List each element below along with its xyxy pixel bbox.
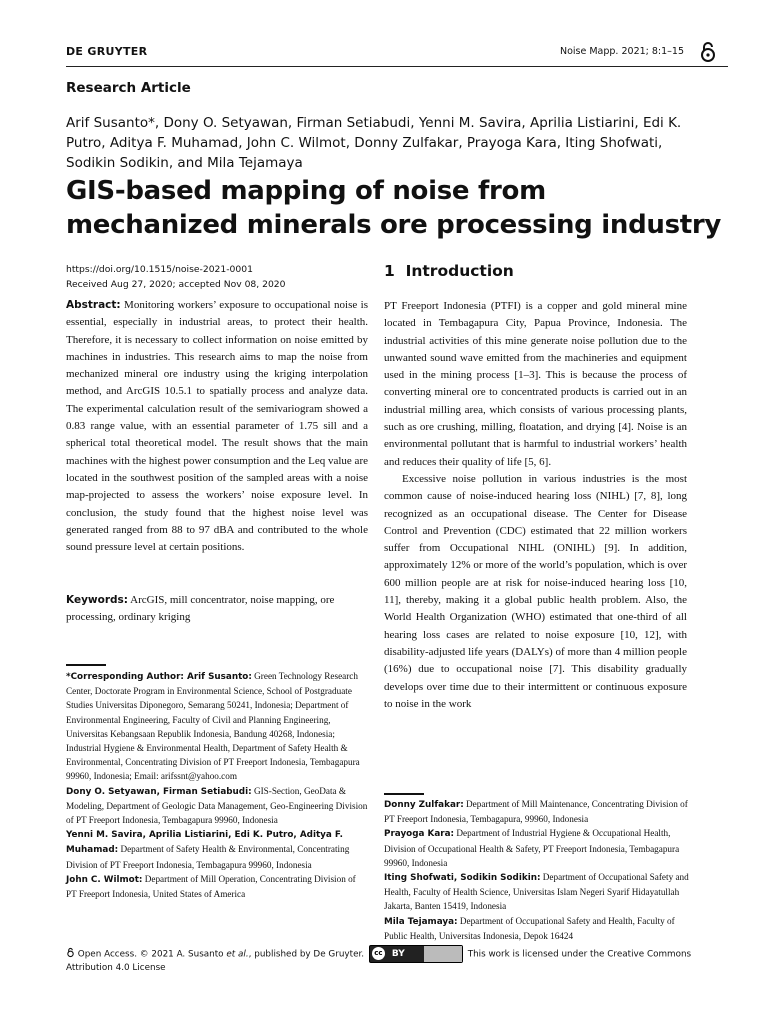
- footnote-affiliation-2: [66, 784, 368, 828]
- abstract-text: Monitoring workers’ exposure to occupational noise is essential, especially in industrial areas, to protect their health. Therefore, it is necessary to collect information on noise emitted by machines in industries. This research aims to map the noise from mechanized mineral ore industry using the kriging interpolation method, and ArcGIS 10.5.1 to spatially process and analyze data. The experimental calculation result of the semivariogram showed a 0.83 range value, with an essential parameter of 1.75 sill and a spherical total theoretical model. The result shows that the main machines with the highest power consumption and the Leq value are located in the southwest position of the sampled areas with a noise map-projected to assess the workers’ noise exposure level. In conclusion, the study found that the highest noise level was generated ranged from 88 to 97 dBA and contributed to the whole sound pressure level at certain positions.: [66, 299, 368, 554]
- abstract: [66, 297, 368, 556]
- license-et-al: et al.: [226, 949, 249, 960]
- footnote-affiliation: Department of Occupational Safety and Health, Faculty of Public Health, Universitas Indonesia, Depok 16424: [384, 915, 675, 941]
- keywords: [66, 592, 368, 627]
- keywords-label: Keywords:: [66, 594, 128, 606]
- header-divider: [66, 66, 728, 67]
- article-type: Research Article: [66, 80, 191, 96]
- doi-link[interactable]: https://doi.org/10.1515/noise-2021-0001: [66, 264, 253, 275]
- footnote-affiliation-7: [384, 870, 689, 914]
- footnote-author-name: John C. Wilmot:: [66, 874, 143, 885]
- footnote-corresponding-author: [66, 669, 368, 784]
- footnotes-left: [66, 669, 368, 901]
- intro-paragraph-1: PT Freeport Indonesia (PTFI) is a copper and gold mineral mine located in Tembagapura City, Papua Province, Indonesia. The industrial activities of this mine generate noise pollution due to the unwanted sound wave emitted from the machineries and equipment used in the mining process [1–3]. This is because the process of converting mineral ore to concentrated products is carried out in an industrial milling area, which consists of various processing plants, such as ore crushing, milling, floatation, and drying [4]. Noise is an environmental pollutant that is harmful to industrial workers’ health and reduces their quality of life [5, 6].: [384, 300, 687, 468]
- footnote-affiliation: Department of Industrial Hygiene & Occupational Health, Division of Occupational Health & Safety, PT Freeport Indonesia, Tembagapura 99960, Indonesia: [384, 828, 680, 868]
- author-list: Arif Susanto*, Dony O. Setyawan, Firman Setiabudi, Yenni M. Savira, Aprilia Listiarini, Edi K. Putro, Aditya F. Muhamad, John C. Wilmot, Donny Zulfakar, Prayoga Kara, Iting Shofwati, Sodikin Sodikin, and Mila Tejamaya: [66, 115, 682, 171]
- footnote-affiliation-3: [66, 827, 368, 872]
- article-title: GIS-based mapping of noise from mechanized minerals ore processing industry: [66, 176, 722, 240]
- footnote-affiliation: Department of Mill Operation, Concentrating Division of PT Freeport Indonesia, United States of America: [66, 873, 356, 900]
- footnote-affiliation-4: [66, 872, 368, 901]
- by-label: BY: [391, 949, 405, 959]
- abstract-label: Abstract:: [66, 299, 121, 311]
- footnote-affiliation-5: [384, 797, 689, 826]
- footnote-author-name: *Corresponding Author: Arif Susanto:: [66, 672, 252, 682]
- article-meta: [66, 262, 286, 292]
- footnote-author-name: Prayoga Kara:: [384, 829, 455, 840]
- footnotes-right: [384, 797, 689, 943]
- journal-reference: Noise Mapp. 2021; 8:1–15: [559, 46, 684, 57]
- intro-paragraph-2: Excessive noise pollution in various industries is the most common cause of noise-induced hearing loss (NIHL) [7, 8], long recognized as an occupational disease. The Center for Disease Control and Prevention (CDC) estimated that 22 million workers suffer from Occupational NIHL (ONIHL) [9]. In addition, approximately 12% or more of the world’s population, which is over 600 million people are at risk for noise-induced hearing loss [10, 11], thereby, making it a global public health problem. Also, the World Health Organization (WHO) estimated that one-third of all hearing loss cases are related to noise exposure [10, 12], with disability-adjusted life years (DALYs) of more than 4 million people (16%) due to occupational noise [7]. This disability gradually develops over time due to their intermittent or continuous exposure to noise in the work: [384, 472, 687, 710]
- section-title: Introduction: [405, 262, 514, 280]
- license-publisher: , published by De Gruyter.: [248, 949, 365, 960]
- footnote-divider-right: [384, 793, 424, 795]
- received-accepted-dates: Received Aug 27, 2020; accepted Nov 08, 2020: [66, 279, 286, 290]
- footnote-author-name: Iting Shofwati, Sodikin Sodikin:: [384, 873, 541, 884]
- cc-icon: cc: [372, 947, 385, 960]
- license-text: This work is licensed under the Creative Commons Attribution 4.0 License: [66, 949, 692, 973]
- publisher-name: DE GRUYTER: [66, 45, 148, 58]
- section-number: 1: [384, 262, 395, 280]
- footnote-affiliation-6: [384, 826, 689, 870]
- footnote-affiliation: Green Technology Research Center, Doctorate Program in Environmental Science, School of Postgraduate Studies Universitas Diponegoro, Semarang 50241, Indonesia; Department of Environmental Engineering, Faculty of Civil and Planning Engineering, Universitas Kebangsaan Republik Indonesia, Bandung 40268, Indonesia; Industrial Hygiene & Environmental Health, Department of Safety Health & Environmental, Concentrating Division of PT Freeport Indonesia, Tembagapura 99960, Indonesia; Email: arifssnt@yahoo.com: [66, 671, 360, 782]
- footnote-divider-left: [66, 664, 106, 666]
- section-heading: [384, 262, 514, 280]
- footnote-affiliation: GIS-Section, GeoData & Modeling, Department of Geologic Data Management, Geo-Engineering Division of PT Freeport Indonesia, Tembagapura 99960, Indonesia: [66, 785, 368, 826]
- introduction-body: [384, 298, 687, 713]
- open-access-lock-icon: [66, 947, 75, 958]
- footnote-affiliation: Department of Occupational Safety and Health, Faculty of Health Science, Universitas Islam Negeri Syarif Hidayatullah Jakarta, Banten 15419, Indonesia: [384, 872, 689, 912]
- footnote-author-name: Dony O. Setyawan, Firman Setiabudi:: [66, 786, 252, 797]
- footnote-author-name: Yenni M. Savira, Aprilia Listiarini, Edi K. Putro, Aditya F. Muhamad:: [66, 830, 343, 856]
- license-statement: [66, 945, 706, 975]
- keywords-text: ArcGIS, mill concentrator, noise mapping, ore processing, ordinary kriging: [66, 594, 335, 624]
- footnote-affiliation: Department of Mill Maintenance, Concentrating Division of PT Freeport Indonesia, Tembagapura, 99960, Indonesia: [384, 799, 688, 825]
- footnote-affiliation: Department of Safety Health & Environmental, Concentrating Division of PT Freeport Indonesia, Tembagapura 99960, Indonesia: [66, 844, 350, 870]
- cc-by-badge[interactable]: [369, 945, 463, 963]
- footnote-author-name: Donny Zulfakar:: [384, 800, 464, 810]
- open-access-lock-icon: [698, 41, 718, 63]
- footnote-affiliation-8: [384, 914, 689, 943]
- badge-blank-area: [424, 946, 462, 962]
- footnote-author-name: Mila Tejamaya:: [384, 916, 458, 927]
- license-prefix: Open Access. © 2021 A. Susanto: [77, 949, 227, 960]
